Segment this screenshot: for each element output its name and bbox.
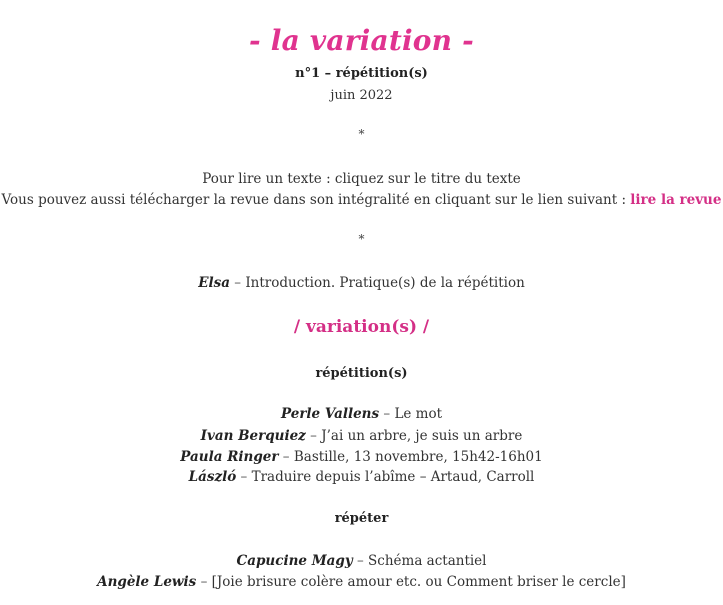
entry-row [0, 574, 723, 590]
entry-author[interactable]: László [188, 469, 237, 485]
separator-star: * [358, 127, 365, 141]
entry-separator: – [196, 574, 212, 590]
entry-separator: – [236, 469, 252, 485]
entry-author[interactable]: Elsa [198, 275, 230, 291]
entry-title-link[interactable]: J’ai un arbre, je suis un arbre [321, 428, 523, 444]
journal-title: - la variation - [248, 24, 474, 57]
entry-title-link[interactable]: Schéma actantiel [368, 553, 487, 569]
entry-author[interactable]: Angèle Lewis [97, 574, 197, 590]
section-title: / variation(s) / [293, 317, 430, 337]
entry-author[interactable]: Ivan Berquiez [200, 428, 306, 444]
group-heading: répéter [334, 511, 389, 526]
entry-title-link[interactable]: Traduire depuis l’abîme – Artaud, Carroll [251, 469, 535, 485]
separator-star: * [358, 232, 365, 246]
entry-title-link[interactable]: Bastille, 13 novembre, 15h42-16h01 [293, 449, 543, 465]
entry-author[interactable]: Perle Vallens [280, 406, 380, 422]
entry-separator: – [379, 406, 395, 422]
download-review-link[interactable]: lire la revue [630, 192, 722, 208]
intro-download-text: Vous pouvez aussi télécharger la revue dans son intégralité en cliquant sur le lien suivant : [1, 192, 631, 208]
intro-download-line [0, 192, 723, 208]
entry-author[interactable]: Capucine Magy [236, 553, 353, 569]
intro-instruction: Pour lire un texte : cliquez sur le titre du texte [202, 171, 521, 187]
issue-date: juin 2022 [330, 88, 393, 103]
entry-title-link[interactable]: Le mot [394, 406, 443, 422]
entry-separator: – [305, 428, 322, 444]
issue-label: n°1 – répétition(s) [295, 66, 428, 81]
entry-row [0, 406, 723, 422]
entry-title-link[interactable]: Introduction. Pratique(s) de la répétition [245, 275, 525, 291]
entry-row [0, 553, 723, 569]
group-heading: répétition(s) [315, 366, 408, 381]
entry-introduction [0, 275, 723, 291]
entry-separator: – [229, 275, 246, 291]
entry-row [0, 428, 723, 444]
entry-separator: – [352, 553, 369, 569]
entry-row [0, 469, 723, 485]
entry-title-link[interactable]: [Joie brisure colère amour etc. ou Comment briser le cercle] [211, 574, 626, 590]
entry-row [0, 449, 723, 465]
entry-separator: – [278, 449, 294, 465]
entry-author[interactable]: Paula Ringer [180, 449, 279, 465]
